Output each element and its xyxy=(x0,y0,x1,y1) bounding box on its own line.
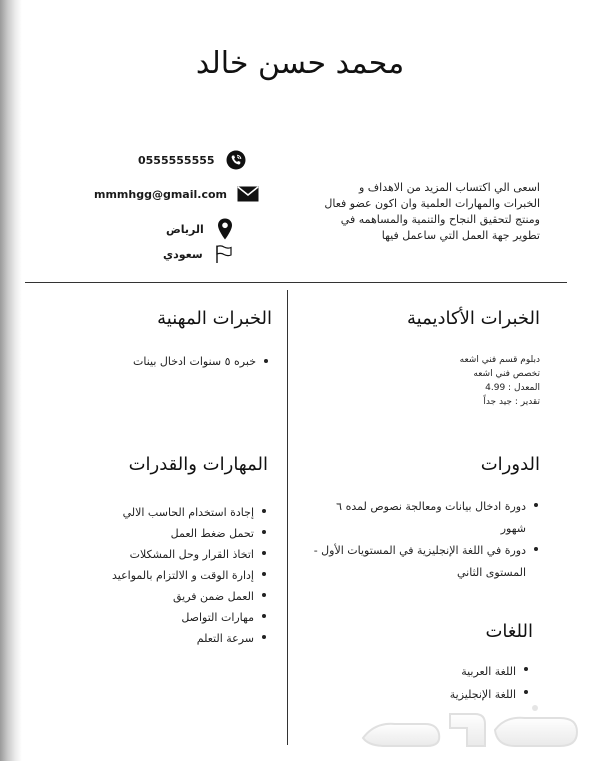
list-item: دورة في اللغة الإنجليزية في المستويات الأول - المستوى الثاني xyxy=(310,540,540,584)
page-edge-shadow xyxy=(0,0,22,761)
list-item: اللغة العربية xyxy=(380,660,530,683)
list-item: مهارات التواصل xyxy=(100,607,268,628)
city: الرياض xyxy=(166,222,204,236)
list-item: سرعة التعلم xyxy=(100,628,268,649)
mail-icon xyxy=(237,183,259,205)
phone-icon xyxy=(225,149,247,171)
academic-line: دبلوم قسم فني اشعه xyxy=(459,355,540,365)
academic-details xyxy=(400,353,540,409)
contact-city xyxy=(166,217,236,241)
contact-email xyxy=(94,182,259,206)
list-item: إدارة الوقت و الالتزام بالمواعيد xyxy=(100,565,268,586)
professional-title: الخبرات المهنية xyxy=(157,308,272,329)
flag-icon xyxy=(213,243,235,265)
email-address: mmmhgg@gmail.com xyxy=(94,187,227,201)
location-pin-icon xyxy=(214,218,236,240)
vertical-divider xyxy=(287,290,288,745)
academic-line: المعدل : 4.99 xyxy=(485,383,540,393)
academic-line: تقدير : جيد جداً xyxy=(483,397,540,407)
list-item: دورة ادخال بيانات ومعالجة نصوص لمده ٦ شهور xyxy=(310,496,540,540)
languages-title: اللغات xyxy=(485,621,533,642)
skills-list xyxy=(100,502,268,649)
list-item: إجادة استخدام الحاسب الالي xyxy=(100,502,268,523)
academic-title: الخبرات الأكاديمية xyxy=(407,308,540,329)
horizontal-divider xyxy=(25,282,567,283)
haraj-logo-icon xyxy=(355,700,585,755)
career-objective: اسعى الي اكتساب المزيد من الاهداف و الخبرات والمهارات العلمية وان اكون عضو فعال ومنتج لتحقيق النجاح والتنمية والمساهمه في تطوير جهة العمل التي ساعمل فيها xyxy=(324,181,540,242)
list-item: خبره ٥ سنوات ادخال بينات xyxy=(100,352,270,372)
contact-phone xyxy=(138,148,247,172)
nationality: سعودي xyxy=(163,247,203,261)
academic-line: تخصص فني اشعه xyxy=(473,369,540,379)
professional-list xyxy=(100,352,270,372)
list-item: تحمل ضغط العمل xyxy=(100,523,268,544)
list-item: اتخاذ القرار وحل المشكلات xyxy=(100,544,268,565)
contact-nationality xyxy=(163,242,235,266)
list-item: اللغة الإنجليزية xyxy=(380,683,530,706)
skills-title: المهارات والقدرات xyxy=(128,454,268,475)
phone-number: 0555555555 xyxy=(138,153,215,167)
courses-title: الدورات xyxy=(480,454,540,475)
courses-list xyxy=(310,496,540,584)
page-title: محمد حسن خالد xyxy=(195,46,405,81)
list-item: العمل ضمن فريق xyxy=(100,586,268,607)
